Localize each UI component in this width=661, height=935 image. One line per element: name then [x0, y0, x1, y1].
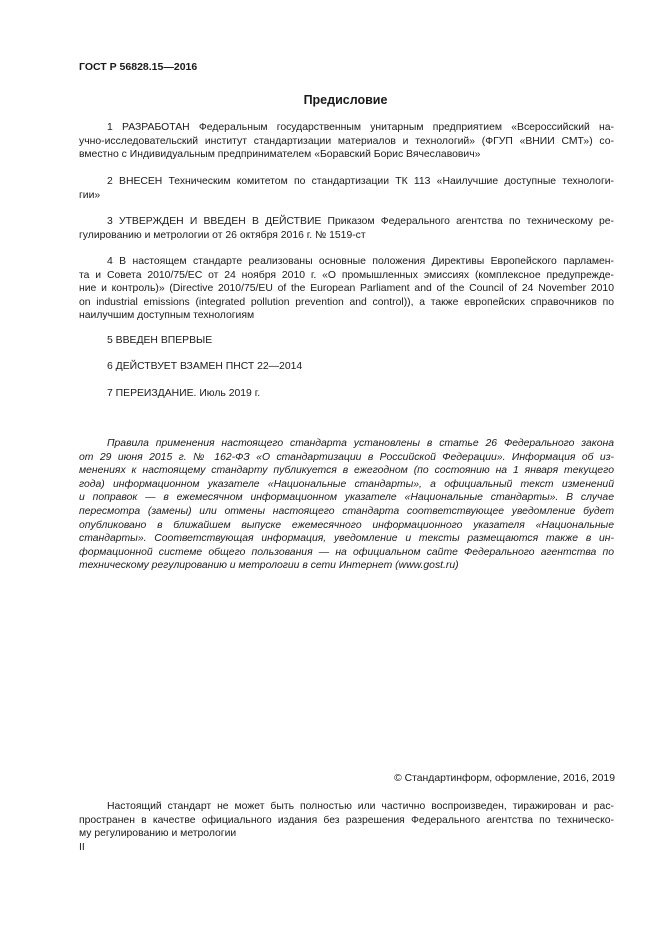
foreword-item-4	[79, 255, 614, 323]
text-line: вместно с Индивидуальным предпринимателем «Боравский Борис Вячеславович»	[79, 149, 481, 161]
text-line: му регулированию и метрологии	[79, 828, 237, 840]
text-line: 4 В настоящем стандарте реализованы основные положения Директивы Европейского парламен-	[107, 256, 614, 267]
text-line: 5 ВВЕДЕН ВПЕРВЫЕ	[107, 335, 213, 346]
text-line: от 29 июня 2015 г. № 162-ФЗ «О стандартизации в Российской Федерации». Информация об из-	[79, 451, 614, 463]
page-number: II	[79, 842, 85, 853]
foreword-item-3	[79, 215, 614, 242]
text-line: 3 УТВЕРЖДЕН И ВВЕДЕН В ДЕЙСТВИЕ Приказом Федерального агентства по техническому ре-	[107, 216, 614, 227]
text-line: пересмотра (замены) или отмены настоящего стандарта соответствующее уведомление будет	[79, 505, 614, 517]
copyright-notice: © Стандартинформ, оформление, 2016, 2019	[394, 773, 615, 784]
text-line: формационной системе общего пользования — на официальном сайте Федерального агентства по	[79, 546, 614, 558]
foreword-item-7	[79, 387, 614, 401]
foreword-item-1	[79, 121, 614, 162]
text-line: on industrial emissions (integrated pollution prevention and control)), а также европейских справочников по	[79, 296, 614, 308]
reproduction-notice	[79, 800, 614, 841]
text-line: 2 ВНЕСЕН Техническим комитетом по стандартизации ТК 113 «Наилучшие доступные технологи-	[107, 176, 614, 187]
text-line: ние и контроль)» (Directive 2010/75/EU of the European Parliament and of the Council of 24 November 2010	[79, 283, 614, 295]
text-line: 7 ПЕРЕИЗДАНИЕ. Июль 2019 г.	[107, 388, 261, 399]
foreword-item-5	[79, 334, 614, 348]
text-line: наилучшим доступным технологиям	[79, 310, 255, 322]
text-line: и поправок — в ежемесячном информационном указателе «Национальные стандарты». В случае	[79, 492, 614, 504]
text-line: гулированию и метрологии от 26 октября 2016 г. № 1519-ст	[79, 229, 366, 241]
page-title: Предисловие	[303, 93, 388, 107]
text-line: 1 РАЗРАБОТАН Федеральным государственным унитарным предприятием «Всероссийский на-	[107, 122, 614, 133]
standard-id: ГОСТ Р 56828.15—2016	[79, 61, 198, 73]
text-line: менениях к настоящему стандарту публикуется в ежегодном (по состоянию на 1 января текущего	[79, 465, 614, 477]
foreword-item-2	[79, 175, 614, 202]
text-line: Настоящий стандарт не может быть полностью или частично воспроизведен, тиражирован и рас-	[107, 801, 614, 812]
foreword-item-6	[79, 360, 614, 374]
text-line: гии»	[79, 189, 101, 201]
text-line: стандарты». Соответствующая информация, уведомление и тексты размещаются также в ин-	[79, 533, 614, 545]
text-line: учно-исследовательский институт стандартизации материалов и технологий» (ФГУП «ВНИИ СМТ») со-	[79, 135, 614, 147]
text-line: техническому регулированию и метрологии в сети Интернет (www.gost.ru)	[79, 560, 459, 572]
text-line: пространен в качестве официального издания без разрешения Федерального агентства по техническо-	[79, 814, 614, 826]
text-line: опубликовано в ближайшем выпуске ежемесячного информационного указателя «Национальные	[79, 519, 614, 531]
text-line: та и Совета 2010/75/ЕС от 24 ноября 2010 г. «О промышленных эмиссиях (комплексное предупрежде-	[79, 269, 614, 281]
text-line: Правила применения настоящего стандарта установлены в статье 26 Федерального закона	[107, 438, 614, 449]
application-notice	[79, 437, 614, 573]
text-line: года) информационном указателе «Национальные стандарты», а официальный текст изменений	[79, 478, 614, 490]
text-line: 6 ДЕЙСТВУЕТ ВЗАМЕН ПНСТ 22—2014	[107, 361, 303, 372]
